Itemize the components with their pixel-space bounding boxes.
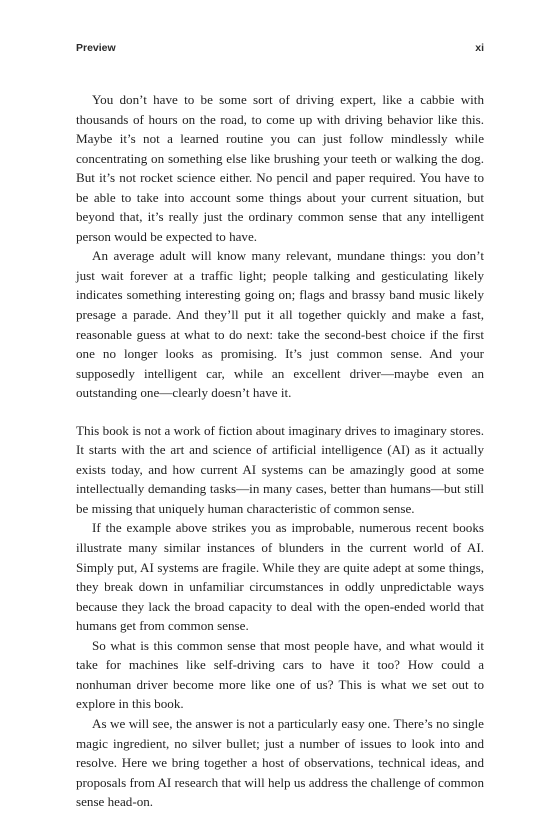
body-text: [76, 90, 484, 812]
paragraph: This book is not a work of fiction about imaginary drives to imaginary stores. It starts with the art and science of artificial intelligence (AI) as it actually exists today, and how current AI systems can be amazingly good at some intellectually demanding tasks—in many cases, better than humans—but still be missing that uniquely human characteristic of common sense.: [76, 422, 484, 516]
paragraph: As we will see, the answer is not a particularly easy one. There’s no single magic ingredient, no silver bullet; just a number of issues to look into and resolve. Here we bring together a host of observations, technical ideas, and proposals from AI research that will help us address the challenge of common sense head-on.: [76, 715, 484, 810]
section-title: Preview: [76, 42, 116, 54]
section-break: [76, 403, 484, 421]
paragraph: An average adult will know many relevant, mundane things: you don’t just wait forever at a traffic light; people talking and gesticulating likely indicates something interesting going on; flags and brassy band music likely presage a parade. And they’ll put it all together quickly and make a fast, reasonable guess at what to do next: take the second-best choice if the first one no longer looks as promising. It’s just common sense. And your supposedly intelligent car, while an excellent driver—maybe even an outstanding one—clearly doesn’t have it.: [76, 248, 484, 401]
paragraph: If the example above strikes you as improbable, numerous recent books illustrate many similar instances of blunders in the current world of AI. Simply put, AI systems are fragile. While they are quite adept at some things, they break down in unfamiliar circumstances in oddly unpredictable ways because they lack the broad capacity to deal with the open-ended world that humans get from common sense.: [76, 520, 484, 634]
paragraph: You don’t have to be some sort of driving expert, like a cabbie with thousands of hours on the road, to come up with driving behavior like this. Maybe it’s not a learned routine you can just follow mindlessly while concentrating on something else like brushing your teeth or walking the dog. But it’s not rocket science either. No pencil and paper required. You have to be able to take into account some things about your current situation, but beyond that, it’s really just the ordinary common sense that any intelligent person would be expected to have.: [76, 92, 484, 244]
page-number: xi: [475, 42, 484, 54]
paragraph: So what is this common sense that most people have, and what would it take for machines like self-driving cars to have it too? How could a nonhuman driver become more like one of us? This is what we set out to explore in this book.: [76, 637, 484, 712]
running-head: [76, 42, 484, 58]
